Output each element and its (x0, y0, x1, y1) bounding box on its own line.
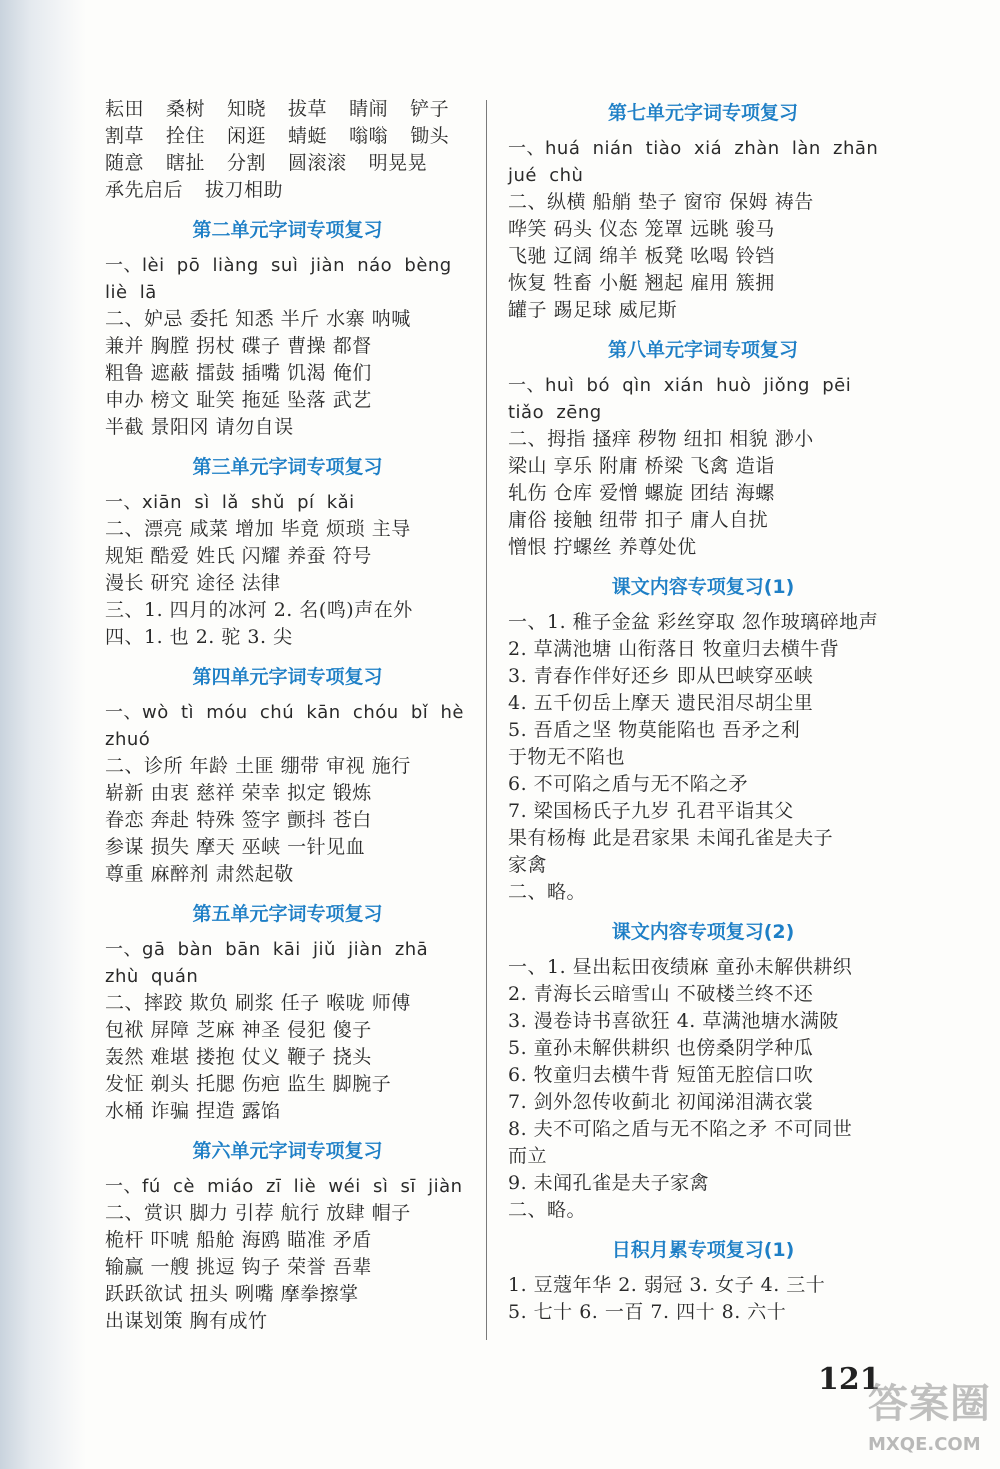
answer-line: 三、1. 四月的冰河 2. 名(鸣)声在外 (105, 599, 413, 621)
answer-line: liè lā (105, 282, 157, 303)
word: 圆滚滚 (288, 152, 347, 174)
answer-line: 包袱 屏障 芝麻 神圣 侵犯 傻子 (105, 1019, 372, 1041)
section-title: 第二单元字词专项复习 (192, 219, 383, 241)
answer-line: 9. 未闻孔雀是夫子家禽 (508, 1172, 710, 1194)
answer-line: 7. 梁国杨氏子九岁 孔君平诣其父 (508, 800, 794, 822)
answer-line: 5. 七十 6. 一百 7. 四十 8. 六十 (508, 1301, 787, 1323)
answer-line: 7. 剑外忽传收蓟北 初闻涕泪满衣裳 (508, 1091, 814, 1113)
answer-line: tiǎo zēng (508, 402, 602, 423)
answer-line: 2. 青海长云暗雪山 不破楼兰终不还 (508, 983, 814, 1005)
section-title: 课文内容专项复习(2) (611, 921, 795, 943)
answer-line: 半截 景阳冈 请勿自误 (105, 416, 294, 438)
section-unit4 (105, 664, 470, 888)
answer-line: 桅杆 吓唬 船舱 海鸥 瞄准 矛盾 (105, 1229, 372, 1251)
word: 桑树 (166, 98, 206, 120)
section-unit3 (105, 454, 470, 651)
answer-line: 5. 吾盾之坚 物莫能陷也 吾矛之利 (508, 719, 801, 741)
word: 嗡嗡 (349, 125, 389, 147)
answer-line: 而立 (508, 1145, 548, 1167)
right-column (508, 96, 898, 1326)
section-content2 (508, 919, 898, 1224)
answer-line: 出谋划策 胸有成竹 (105, 1310, 268, 1332)
answer-line: 跃跃欲试 扭头 咧嘴 摩拳擦掌 (105, 1283, 359, 1305)
book-binding-shadow (0, 0, 86, 1469)
word: 分割 (227, 152, 267, 174)
answer-line: 飞驰 辽阔 绵羊 板凳 吆喝 铃铛 (508, 245, 775, 267)
answer-line: 罐子 踢足球 威尼斯 (508, 299, 678, 321)
answer-line: 一、wò tì móu chú kān chóu bǐ hè (105, 702, 465, 723)
section-content1 (508, 574, 898, 906)
section-title: 第四单元字词专项复习 (192, 666, 383, 688)
answer-line: 庸俗 接触 纽带 扣子 庸人自扰 (508, 509, 769, 531)
word-line (105, 150, 470, 177)
answer-line: zhuó (105, 729, 151, 750)
word: 闲逛 (227, 125, 267, 147)
answer-line: 二、拇指 搔痒 秽物 纽扣 相貌 渺小 (508, 428, 814, 450)
word: 随意 (105, 152, 145, 174)
answer-line: 漫长 研究 途径 法律 (105, 572, 281, 594)
intro-words (105, 96, 470, 204)
answer-line: 梁山 享乐 附庸 桥梁 飞禽 造诣 (508, 455, 775, 477)
answer-line: 3. 青春作伴好还乡 即从巴峡穿巫峡 (508, 665, 814, 687)
word: 瞎扯 (166, 152, 206, 174)
answer-line: 恢复 牲畜 小艇 翘起 雇用 簇拥 (508, 272, 775, 294)
section-title: 第六单元字词专项复习 (192, 1140, 383, 1162)
answer-line: 兼并 胸膛 拐杖 碟子 曹操 都督 (105, 335, 372, 357)
answer-line: 憎恨 拧螺丝 养尊处优 (508, 536, 697, 558)
answer-line: 参谋 损失 摩天 巫峡 一针见血 (105, 836, 366, 858)
word: 割草 (105, 125, 145, 147)
word: 睛闹 (349, 98, 389, 120)
word: 承先启后 (105, 179, 184, 201)
word: 知晓 (227, 98, 267, 120)
answer-line: 一、fú cè miáo zī liè wéi sì sī jiàn (105, 1176, 463, 1197)
answer-line: 输赢 一艘 挑逗 钩子 荣誉 吾辈 (105, 1256, 372, 1278)
answer-line: 一、huì bó qìn xián huò jiǒng pēi (508, 375, 852, 396)
section-title: 课文内容专项复习(1) (611, 576, 795, 598)
word: 铲子 (410, 98, 450, 120)
word: 蜻蜓 (288, 125, 328, 147)
page-number: 121 (818, 1362, 881, 1397)
section-unit8 (508, 337, 898, 561)
answer-line: 二、漂亮 咸菜 增加 毕竟 烦琐 主导 (105, 518, 411, 540)
section-unit2 (105, 217, 470, 441)
answer-line: 二、赏识 脚力 引荐 航行 放肆 帽子 (105, 1202, 411, 1224)
answer-line: 二、略。 (508, 1199, 587, 1221)
answer-line: 一、gā bàn bān kāi jiǔ jiàn zhā (105, 939, 429, 960)
answer-line: 6. 牧童归去横牛背 短笛无腔信口吹 (508, 1064, 814, 1086)
word-line (105, 123, 470, 150)
answer-line: 申办 榜文 耻笑 拖延 坠落 武艺 (105, 389, 372, 411)
answer-line: zhù quán (105, 966, 199, 987)
answer-line: 轰然 难堪 搂抱 仗义 鞭子 挠头 (105, 1046, 372, 1068)
answer-line: 1. 豆蔻年华 2. 弱冠 3. 女子 4. 三十 (508, 1274, 826, 1296)
answer-line: 2. 草满池塘 山衔落日 牧童归去横牛背 (508, 638, 840, 660)
word: 拔草 (288, 98, 328, 120)
answer-line: 水桶 诈骗 捏造 露馅 (105, 1100, 281, 1122)
word: 拔刀相助 (205, 179, 284, 201)
watermark-logo (868, 1372, 996, 1466)
left-column (105, 96, 470, 1335)
section-title: 第三单元字词专项复习 (192, 456, 383, 478)
answer-line: 6. 不可陷之盾与无不陷之矛 (508, 773, 749, 795)
column-divider (486, 100, 487, 1340)
answer-line: jué chù (508, 165, 584, 186)
section-unit6 (105, 1138, 470, 1335)
word: 拴住 (166, 125, 206, 147)
section-unit5 (105, 901, 470, 1125)
answer-line: 3. 漫卷诗书喜欲狂 4. 草满池塘水满陂 (508, 1010, 839, 1032)
section-title: 日积月累专项复习(1) (611, 1239, 795, 1261)
answer-line: 二、妒忌 委托 知悉 半斤 水寨 呐喊 (105, 308, 411, 330)
answer-line: 家禽 (508, 854, 548, 876)
answer-line: 一、1. 昼出耘田夜绩麻 童孙未解供耕织 (508, 956, 853, 978)
answer-line: 轧伤 仓库 爱憎 螺旋 团结 海螺 (508, 482, 775, 504)
answer-line: 发怔 剃头 托腮 伤疤 监生 脚腕子 (105, 1073, 392, 1095)
section-daily1 (508, 1237, 898, 1326)
answer-line: 果有杨梅 此是君家果 未闻孔雀是夫子 (508, 827, 834, 849)
word: 明晃晃 (368, 152, 428, 174)
answer-line: 二、摔跤 欺负 刷浆 任子 喉咙 师傅 (105, 992, 411, 1014)
answer-line: 二、诊所 年龄 土匪 绷带 审视 施行 (105, 755, 411, 777)
answer-line: 8. 夫不可陷之盾与无不陷之矛 不可同世 (508, 1118, 853, 1140)
answer-line: 于物无不陷也 (508, 746, 626, 768)
watermark-url: MXQE.COM (868, 1434, 981, 1455)
answer-line: 4. 五千仞岳上摩天 遗民泪尽胡尘里 (508, 692, 814, 714)
answer-line: 崭新 由衷 慈祥 荣幸 拟定 锻炼 (105, 782, 372, 804)
answer-line: 规矩 酷爱 姓氏 闪耀 养蚕 符号 (105, 545, 372, 567)
answer-line: 四、1. 也 2. 驼 3. 尖 (105, 626, 293, 648)
answer-line: 一、xiān sì lǎ shǔ pí kǎi (105, 492, 355, 513)
word: 锄头 (410, 125, 450, 147)
answer-line: 一、huá nián tiào xiá zhàn làn zhān (508, 138, 879, 159)
section-unit7 (508, 100, 898, 324)
answer-line: 眷恋 奔赴 特殊 签字 颤抖 苍白 (105, 809, 372, 831)
word: 耘田 (105, 98, 145, 120)
section-title: 第七单元字词专项复习 (607, 102, 798, 124)
word-line (105, 177, 470, 204)
answer-line: 哗笑 码头 仪态 笼罩 远眺 骏马 (508, 218, 775, 240)
answer-line: 一、lèi pō liàng suì jiàn náo bèng (105, 255, 452, 276)
answer-line: 5. 童孙未解供耕织 也傍桑阴学种瓜 (508, 1037, 814, 1059)
section-title: 第五单元字词专项复习 (192, 903, 383, 925)
answer-line: 二、略。 (508, 881, 587, 903)
answer-line: 二、纵横 船艄 垫子 窗帘 保姆 祷告 (508, 191, 814, 213)
answer-line: 一、1. 稚子金盆 彩丝穿取 忽作玻璃碎地声 (508, 611, 879, 633)
section-title: 第八单元字词专项复习 (607, 339, 798, 361)
word-line (105, 96, 470, 123)
watermark-text: 答案圈 (868, 1381, 991, 1427)
answer-line: 粗鲁 遮蔽 擂鼓 插嘴 饥渴 俺们 (105, 362, 372, 384)
answer-line: 尊重 麻醉剂 肃然起敬 (105, 863, 294, 885)
